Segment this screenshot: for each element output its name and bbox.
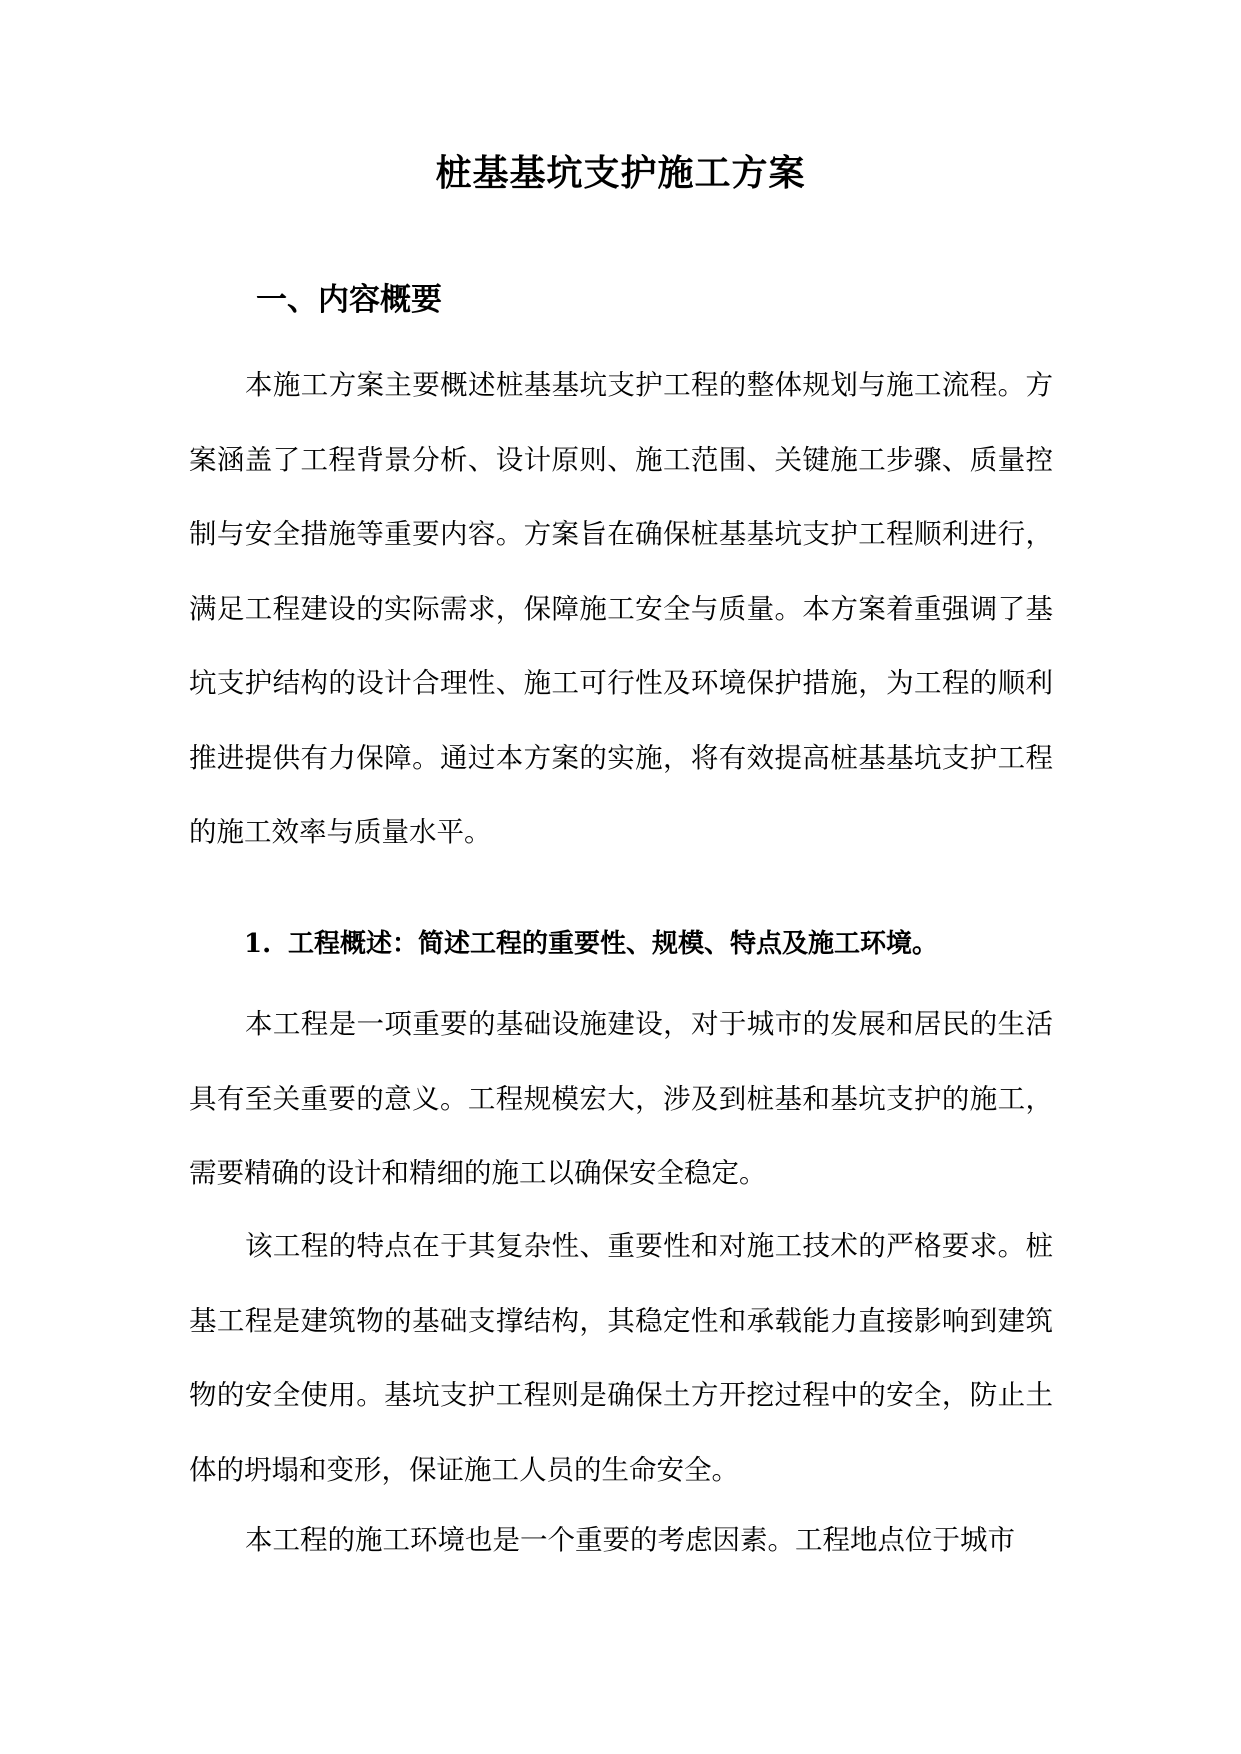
intro-paragraph: 本施工方案主要概述桩基基坑支护工程的整体规划与施工流程。方案涵盖了工程背景分析、设计原则、施工范围、关键施工步骤、质量控制与安全措施等重要内容。方案旨在确保桩基基坑支护工程顺利进行，满足工程建设的实际需求，保障施工安全与质量。本方案着重强调了基坑支护结构的设计合理性、施工可行性及环境保护措施，为工程的顺利推进提供有力保障。通过本方案的实施，将有效提高桩基基坑支护工程的施工效率与质量水平。 [189, 369, 1053, 848]
subsection-heading [244, 924, 1064, 964]
document-title: 桩基基坑支护施工方案 [435, 152, 806, 194]
body-paragraph: 本工程是一项重要的基础设施建设，对于城市的发展和居民的生活具有至关重要的意义。工程规模宏大，涉及到桩基和基坑支护的施工，需要精确的设计和精细的施工以确保安全稳定。 [189, 1008, 1053, 1189]
section-heading: 一、内容概要 [256, 282, 442, 318]
body-paragraph: 该工程的特点在于其复杂性、重要性和对施工技术的严格要求。桩基工程是建筑物的基础支撑结构，其稳定性和承载能力直接影响到建筑物的安全使用。基坑支护工程则是确保土方开挖过程中的安全，防止土体的坍塌和变形，保证施工人员的生命安全。 [189, 1230, 1053, 1486]
subsection-number: 1. [244, 929, 272, 959]
subsection-heading-text: 工程概述：简述工程的重要性、规模、特点及施工环境。 [288, 929, 939, 959]
body-paragraph: 本工程的施工环境也是一个重要的考虑因素。工程地点位于城市 [245, 1524, 1015, 1556]
